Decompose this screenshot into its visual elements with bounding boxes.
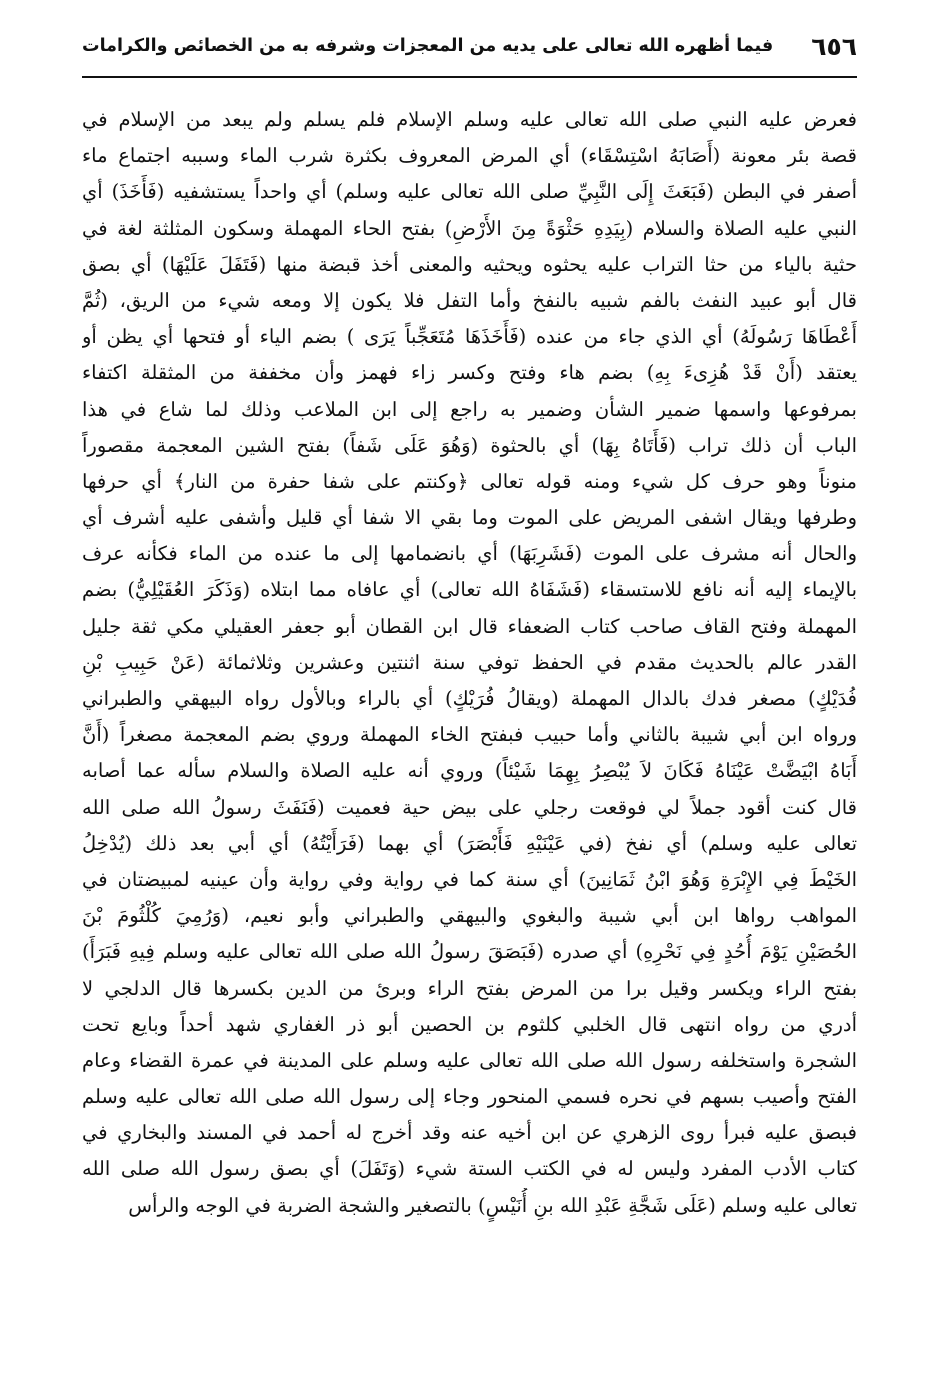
text-line: بالإيماء إليه أنه نافع للاستسقاء (فَشَفَاهُ الله تعالى) أي عافاه مما ابتلاه (وَذَكَرَ العُقَيْلِيُّ) بضم xyxy=(82,578,857,602)
running-title: فيما أظهره الله تعالى على يديه من المعجزات وشرفه به من الخصائص والكرامات xyxy=(82,36,774,56)
text-line: فُدَيْكٍ) مصغر فدك بالدال المهملة (ويقالُ فُرَيْكٍ) أي بالراء وبالأول رواه البيهقي والطبراني xyxy=(82,687,857,710)
text-line: تعالى عليه وسلم (عَلَى شَجَّةِ عَبْدِ الله بنِ أُنَيْسٍ) بالتصغير والشجة الضربة في الوجه والرأس xyxy=(128,1193,857,1217)
text-line: الباب أن ذلك تراب (فَأَتَاهُ بِهَا) أي بالحثوة (وَهُوَ عَلَى شَفاً) بفتح الشين المعجمة مقصوراً xyxy=(82,433,857,457)
text-line: منوناً وهو حرف كل شيء ومنه قوله تعالى ﴿وكنتم على شفا حفرة من النار﴾ أي حرفها xyxy=(82,469,857,493)
text-line: وطرفها ويقال اشفى المريض على الموت وما بقي الا شفا أي قليل وأشفى عليه أشرف أي xyxy=(82,506,857,530)
text-line: الحُصَيْنِ يَوْمَ أُحُدٍ فِي نَحْرِهِ) أي صدره (فَبَصَقَ رسولُ الله صلى الله تعالى عليه وسلم فِيهِ فَبَرَأَ) xyxy=(82,940,857,964)
text-line: قال أبو عبيد النفث بالفم شبيه بالنفخ وأما التفل فلا يكون إلا ومعه شيء من الريق، (ثُمَّ xyxy=(82,288,857,312)
text-line: المهملة وفتح القاف صاحب كتاب الضعفاء قال ابن القطان أبو جعفر العقيلي مكي ثقة جليل xyxy=(82,614,857,638)
text-line: القدر عالم بالحديث مقدم في الحفظ توفي سنة اثنتين وعشرين وثلاثمائة (عَنْ حَبِيبِ بْنِ xyxy=(82,650,857,674)
body-text xyxy=(82,102,857,1224)
text-line: فبصق عليه فبرأ روى الزهري عن ابن أخيه عنه وقد أخرج له أحمد في المسند والبخاري في xyxy=(82,1121,857,1145)
text-line: قصة بئر معونة (أَصَابَهُ اسْتِسْقَاء) أي المرض المعروف بكثرة شرب الماء وسببه اجتماع ماء xyxy=(82,144,857,168)
page-number: ٦٥٦ xyxy=(811,32,857,61)
text-line: قال كنت أقود جملاً لي فوقعت رجلي على بيض حية فعميت (فَنَفَثَ رسولُ الله صلى الله xyxy=(82,795,857,819)
text-line: بفتح الراء ويكسر وقيل برا من المرض بفتح الراء وبرئ من الدين بكسرها قال الدلجي لا xyxy=(82,976,857,1000)
page-header xyxy=(82,30,857,68)
text-line: كتاب الأدب المفرد وليس له في الكتب الستة شيء (وَتَفَلَ) أي بصق رسول الله صلى الله xyxy=(82,1157,857,1181)
text-line: الفتح وأصيب بسهم في نحره فسمي المنحور وجاء إلى رسول الله صلى الله تعالى عليه وسلم xyxy=(82,1085,857,1109)
text-line: فعرض عليه النبي صلى الله تعالى عليه وسلم الإسلام فلم يسلم ولم يبعد من الإسلام في xyxy=(82,108,857,131)
text-line: يعتقد (أَنْ قَدْ هُزِىءَ بِهِ) بضم هاء وفتح وكسر زاء فهمز وأن مخففة من المثقلة اكتفاء xyxy=(82,361,857,385)
text-line: الخَيْطَ فِي الإِبْرَةِ وَهُوَ ابْنُ ثَمَانِينَ) أي سنة كما في رواية وفي رواية وأن عينيه لمبيضتان في xyxy=(82,867,857,891)
text-line: ورواه ابن أبي شيبة بالثاني وأما حبيب فبفتح الخاء المهملة وروي بضم المعجمة مصغراً (أَنَّ xyxy=(82,723,857,747)
text-line: النبي عليه الصلاة والسلام (بِيَدِهِ حَثْوَةً مِنَ الأَرْضِ) بفتح الحاء المهملة وسكون المثلثة لغة في xyxy=(82,216,857,240)
text-line: أَبَاهُ ابْيَضَّتْ عَيْنَاهُ فَكَانَ لاَ يُبْصِرُ بِهِمَا شَيْئاً) وروي أنه عليه الصلاة والسلام سأله عما أصابه xyxy=(82,759,857,783)
header-divider xyxy=(82,76,857,78)
text-line: أدري من رواه انتهى قال الخلبي كلثوم بن الحصين أبو ذر الغفاري شهد أحداً وبايع تحت xyxy=(82,1012,857,1036)
text-line: والحال أنه مشرف على الموت (فَشَرِبَهَا) أي بانضمامها إلى ما عنده من الماء فكأنه عرف xyxy=(82,542,857,566)
text-line: أَعْطَاهَا رَسُولَهُ) أي الذي جاء من عنده (فَأَخَذَهَا مُتَعَجِّباً يَرَى ) بضم الياء أو فتحها أي يظن أو xyxy=(82,325,857,349)
text-line: حثية بالياء من حثا التراب عليه يحثوه ويحثيه والمعنى أخذ قبضة منها (فَتَفَلَ عَلَيْهَا) أي بصق xyxy=(82,252,857,276)
text-line: تعالى عليه وسلم) أي نفخ (في عَيْنَيْهِ فَأَبْصَرَ) أي بهما (فَرَأَيْتُهُ) أي أبي بعد ذلك (يُدْخِلُ xyxy=(82,831,857,855)
text-line: الشجرة واستخلفه رسول الله صلى الله تعالى عليه وسلم على المدينة في عمرة القضاء وعام xyxy=(82,1048,857,1072)
text-line: المواهب رواها ابن أبي شيبة والبغوي والبيهقي والطبراني وأبو نعيم، (وَرُمِيَ كُلْثُومَ بْنَ xyxy=(82,904,857,928)
text-line: أصفر في البطن (فَبَعَثَ إِلَى النَّبِيِّ صلى الله تعالى عليه وسلم) أي واحداً يستشفيه (فَأَخَذَ) أي xyxy=(82,180,857,204)
text-line: بمرفوعها واسمها ضمير الشأن وضمير به راجع إلى ابن الملاعب وذلك لما شاع في هذا xyxy=(82,397,857,421)
